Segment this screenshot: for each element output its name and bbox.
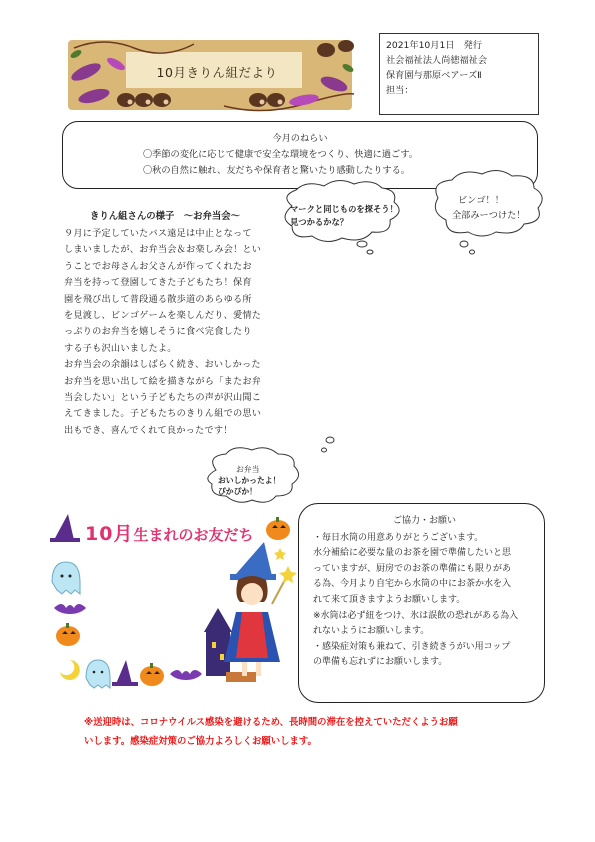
bubble-line: ぴかぴか！ [218, 487, 257, 496]
article-line: うことでお母さんお父さんが作ってくれたお [64, 260, 252, 272]
speech-bubble-bento [218, 464, 308, 497]
speech-bubble-mark [290, 203, 420, 229]
cooperation-line: ・感染症対策も兼ねて、引き続きうがい用コップ [313, 641, 511, 652]
covid-notice [84, 713, 534, 751]
speech-bubble-bingo [452, 193, 547, 223]
pumpkin-icon [56, 623, 80, 646]
ghost-icon [52, 562, 80, 594]
cooperation-line: る為、今月より自宅から水筒の中にお茶か水を入 [313, 579, 512, 590]
cooperation-line: ※水筒は必ず紐をつけ、氷は誤飲の恐れがある為入 [313, 610, 519, 621]
article-line: しまいましたが、お弁当会＆お楽しみ会！とい [64, 244, 262, 256]
bubble-line: マークと同じものを探そう！ [290, 204, 398, 214]
bubble-line: おいしかったよ！ [218, 476, 281, 485]
bubble-line: お弁当 [236, 465, 260, 474]
birthday-heading: 生まれのお友だち [133, 526, 254, 544]
witch-hat-icon [50, 514, 80, 542]
bat-icon [170, 670, 202, 680]
article-line: 弁当を持って登園してきた子どもたち！保育 [64, 277, 252, 289]
halloween-frame [40, 512, 300, 696]
bat-icon [54, 604, 86, 614]
cooperation-line: れて来て頂きますようお願いします。 [313, 594, 466, 605]
article-line: 当会したい」という子どもたちの声が沢山聞こ [64, 392, 262, 404]
article-line: を見渡し、ビンゴゲームを楽しんだり、愛情た [64, 310, 262, 322]
aim-item: 〇秋の自然に触れ、友だちや保育者と驚いたり感動したりする。 [143, 165, 410, 176]
article-line: 出もでき、喜んでくれて良かったです！ [64, 424, 233, 436]
bubble-line: 見つかるかな？ [290, 217, 349, 227]
staff-in-charge: 担当： [386, 85, 414, 96]
star-icon [274, 548, 286, 560]
witch-hat-icon [112, 660, 138, 686]
cooperation-line: ・毎日水筒の用意ありがとうございます。 [313, 532, 484, 543]
article-line: する子も沢山いましたよ。 [64, 342, 177, 354]
organization-name: 社会福祉法人尚徳福祉会 [386, 55, 488, 66]
article-line: 園を飛び出して普段通る散歩道のあらゆる所 [64, 293, 252, 305]
article-line: お弁当会の余韻はしばらく続き、おいしかった [64, 359, 261, 371]
ghost-icon [86, 660, 110, 688]
moon-icon [60, 660, 80, 680]
article-line: お弁当を思い出して絵を描きながら「またお弁 [64, 375, 262, 387]
cooperation-request-box [298, 503, 545, 703]
cooperation-line: っていますが、厨房でのお茶の準備にも限りがあ [313, 563, 512, 574]
bubble-line: ビンゴ！！ [458, 195, 504, 206]
article-line: っぷりのお弁当を嬉しそうに食べ完食したり [64, 326, 252, 338]
aims-title: 今月のねらい [272, 133, 328, 144]
cooperation-title: ご協力・お願い [392, 516, 456, 526]
bubble-line: 全部みーつけた！ [452, 210, 526, 221]
birthday-month: 10月 [85, 523, 134, 545]
issue-date: 2021年10月1日 発行 [386, 40, 483, 51]
notice-line: いします。感染症対策のご協力よろしくお願いします。 [84, 736, 317, 747]
article-line: ９月に予定していたバス遠足は中止となって [64, 228, 252, 239]
cooperation-line: れないようにお願いします。 [313, 626, 430, 637]
pumpkin-icon [266, 517, 290, 540]
article-line: えてきました。子どもたちのきりん組での思い [64, 408, 262, 420]
pumpkin-icon [140, 663, 164, 686]
cooperation-line: の準備も忘れずにお願いします。 [313, 657, 448, 668]
cooperation-line: 水分補給に必要な量のお茶を園で準備したいと思 [313, 548, 512, 559]
nursery-name: 保育園与那原ベアーズⅡ [386, 70, 482, 81]
witch-girl-icon [224, 542, 297, 676]
aim-item: 〇季節の変化に応じて健康で安全な環境をつくり、快適に過ごす。 [143, 149, 418, 160]
notice-line: ※送迎時は、コロナウイルス感染を避けるため、長時間の滞在を控えていただくようお願 [84, 717, 458, 728]
article-title: きりん組さんの様子 ～お弁当会～ [90, 211, 241, 222]
newsletter-title: 10月きりん組だより [156, 65, 278, 80]
